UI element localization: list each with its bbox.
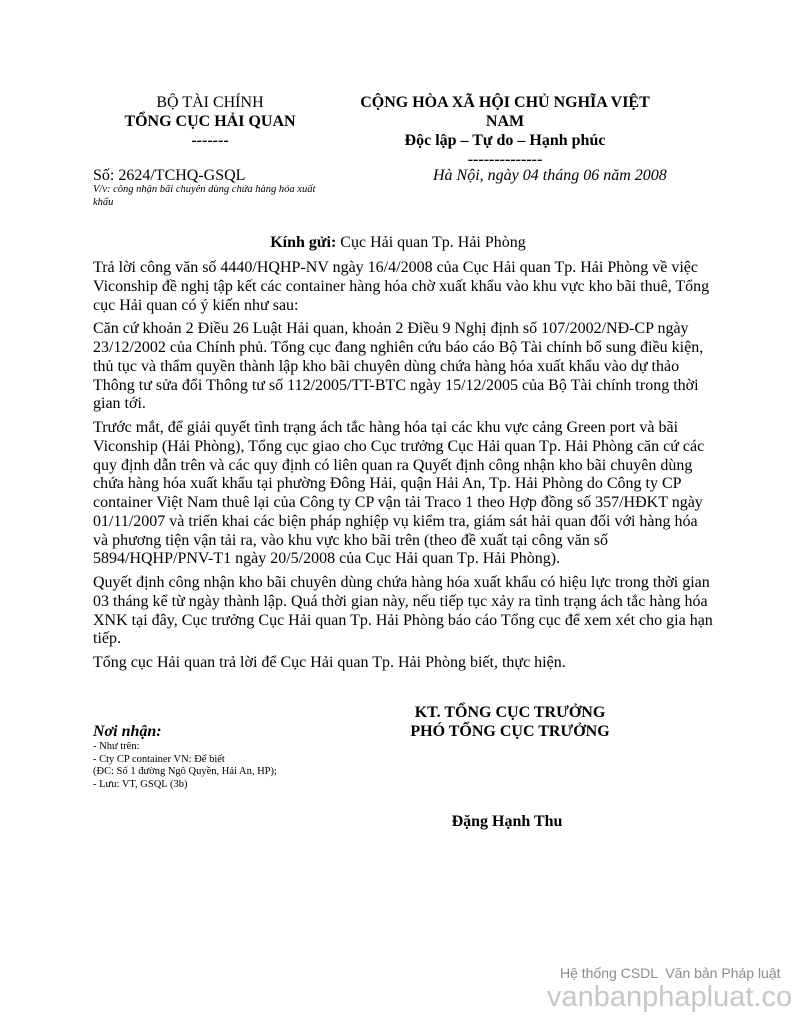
- paragraph: [93, 654, 733, 673]
- place-and-date: Hà Nội, ngày 04 tháng 06 năm 2008: [433, 167, 667, 184]
- body-line: 01/11/2007 và triển khai các biện pháp nghiệp vụ kiểm tra, giám sát hải quan đối với hàng hóa: [93, 512, 698, 530]
- distribution-item: - Cty CP container VN: Để biết: [93, 753, 225, 765]
- signer-name: Đặng Hạnh Thu: [451, 813, 563, 830]
- body-line: Thông tư sửa đổi Thông tư số 112/2005/TT-BTC ngày 15/12/2005 của Bộ Tài chính trong thời: [93, 376, 699, 394]
- watermark-site: vanbanphapluat.co: [547, 981, 793, 1013]
- body-line: Tổng cục Hải quan trả lời để Cục Hải quan Tp. Hải Phòng biết, thực hiện.: [93, 654, 566, 671]
- subject-line: V/v: công nhận bãi chuyên dùng chứa hàng hóa xuất: [93, 184, 316, 195]
- country-name-line: CỘNG HÒA XÃ HỘI CHỦ NGHĨA VIỆT: [360, 94, 650, 111]
- body-line: thủ tục và thẩm quyền thành lập kho bãi chuyên dùng chứa hàng hóa xuất khẩu vào dự thảo: [93, 357, 680, 375]
- body-line: 03 tháng kể từ ngày thành lập. Quá thời gian này, nếu tiếp tục xảy ra tình trạng ách tắc hàng hóa: [93, 592, 708, 610]
- signature-title: KT. TỔNG CỤC TRƯỞNG: [414, 704, 606, 721]
- national-motto: Độc lập – Tự do – Hạnh phúc: [404, 132, 606, 149]
- motto-separator: --------------: [467, 151, 543, 168]
- body-line: quy định dẫn trên và các quy định có liên quan ra Quyết định công nhận kho bãi chuyên dùng: [93, 456, 693, 474]
- body-line: Căn cứ khoản 2 Điều 26 Luật Hải quan, khoản 2 Điều 9 Nghị định số 107/2002/NĐ-CP ngày: [93, 320, 689, 338]
- signature-block: [380, 703, 640, 741]
- distribution-item: - Như trên:: [93, 741, 140, 752]
- body-line: tiếp.: [93, 630, 121, 648]
- body-line: 5894/HQHP/PNV-T1 ngày 20/5/2008 của Cục Hải quan Tp. Hải Phòng).: [93, 550, 561, 568]
- body-line: gian tới.: [93, 395, 146, 413]
- agency-separator: -------: [191, 132, 229, 149]
- document-subject: [93, 183, 315, 209]
- body-line: 23/12/2002 của Chính phủ. Tổng cục đang nghiên cứu báo cáo Bộ Tài chính bổ sung điều kiện,: [93, 339, 704, 356]
- distribution-item: - Lưu: VT, GSQL (3b): [93, 779, 188, 791]
- parent-agency: BỘ TÀI CHÍNH: [156, 94, 264, 111]
- country-name-line: NAM: [485, 113, 525, 130]
- recipient-label: Kính gửi:: [270, 234, 337, 251]
- body-line: Viconship (Hải Phòng), Tổng cục giao cho Cục trưởng Cục Hải quan Tp. Hải Phòng căn cứ các: [93, 437, 705, 455]
- body-line: Trước mắt, để giải quyết tình trạng ách tắc hàng hóa tại các khu vực cảng Green port và bãi: [93, 419, 679, 436]
- issuing-agency-block: [93, 93, 327, 150]
- paragraph: [93, 320, 733, 414]
- subject-line: khẩu: [93, 197, 114, 208]
- document-number: Số: 2624/TCHQ-GSQL: [93, 167, 246, 184]
- paragraph: [93, 574, 733, 649]
- body-line: cục Hải quan có ý kiến như sau:: [93, 296, 299, 314]
- recipient-name: Cục Hải quan Tp. Hải Phòng: [340, 234, 526, 251]
- distribution-label: Nơi nhận:: [93, 723, 162, 740]
- paragraph: [93, 259, 733, 315]
- body-line: XNK tại đây, Cục trưởng Cục Hải quan Tp. Hải Phòng báo cáo Tổng cục để xem xét cho gia hạn: [93, 611, 713, 629]
- watermark-caption: Hệ thống CSDL Văn bản Pháp luật: [560, 965, 781, 981]
- issuing-agency: TỔNG CỤC HẢI QUAN: [124, 113, 296, 130]
- body-line: Viconship đề nghị tập kết các container hàng hóa chờ xuất khẩu vào khu vực kho bãi thuê, Tổng: [93, 277, 710, 295]
- distribution-item: (ĐC: Số 1 đường Ngô Quyền, Hải An, HP);: [93, 766, 277, 778]
- signature-position: PHÓ TỔNG CỤC TRƯỞNG: [410, 723, 610, 740]
- national-motto-block: [350, 93, 660, 169]
- body-line: container Việt Nam thuê lại của Công ty CP vận tải Traco 1 theo Hợp đồng số 357/HĐKT ngày: [93, 494, 703, 511]
- recipient-line: [0, 233, 796, 252]
- body-line: Quyết định công nhận kho bãi chuyên dùng chứa hàng hóa xuất khẩu có hiệu lực trong thời gian: [93, 574, 710, 591]
- body-line: và phương tiện vận tải ra, vào khu vực kho bãi trên (theo đề xuất tại công văn số: [93, 531, 608, 549]
- body-line: Trả lời công văn số 4440/HQHP-NV ngày 16/4/2008 của Cục Hải quan Tp. Hải Phòng về việc: [93, 259, 698, 276]
- letter-body: [93, 259, 733, 673]
- paragraph: [93, 419, 733, 569]
- distribution-list: [93, 722, 353, 792]
- body-line: chứa hàng hóa xuất khẩu tại phường Đông Hải, quận Hải An, Tp. Hải Phòng do Công ty CP: [93, 475, 682, 493]
